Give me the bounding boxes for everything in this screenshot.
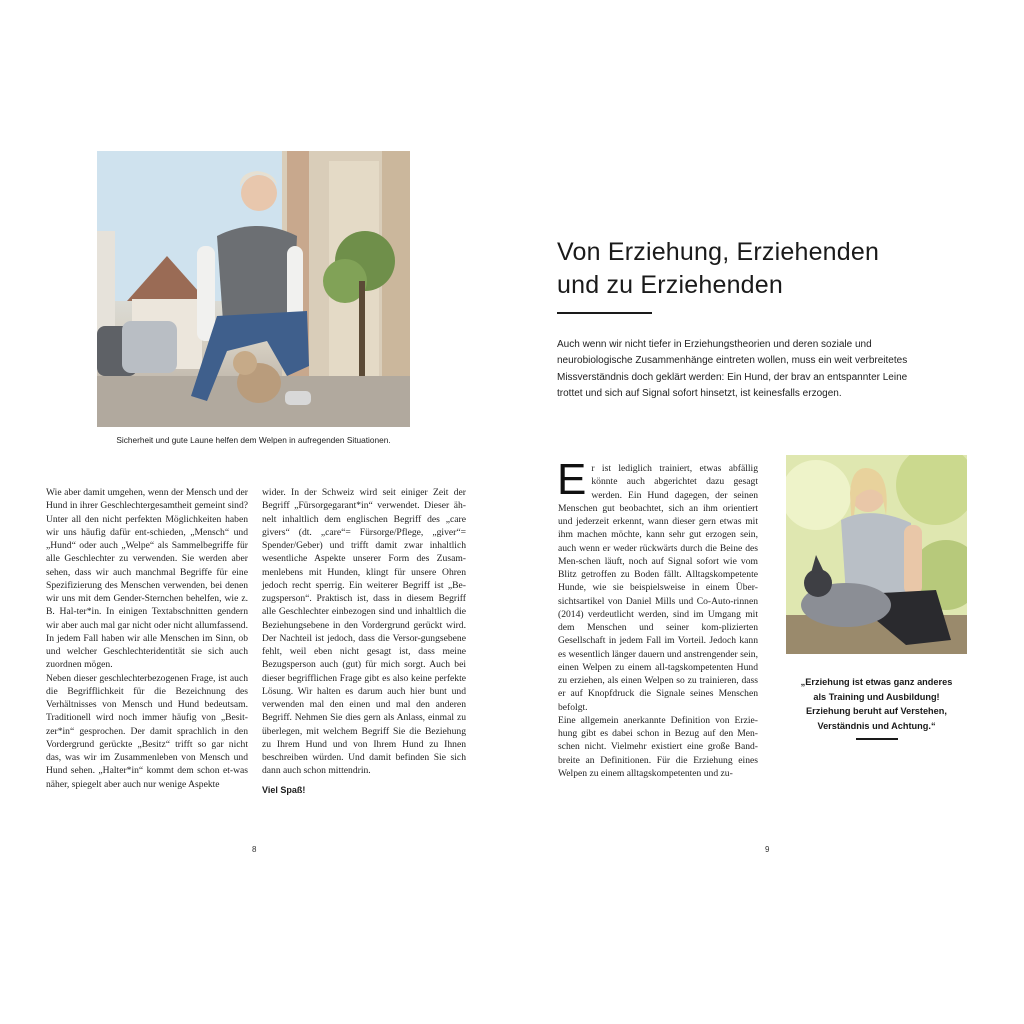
quote-line: „Erziehung ist etwas ganz anderes xyxy=(800,677,953,687)
headline-rule xyxy=(557,312,652,314)
quote-line: als Training und Ausbildung! xyxy=(813,691,940,702)
quote-line: Erziehung beruht auf Verstehen, xyxy=(806,706,947,717)
paragraph: wider. In der Schweiz wird seit einiger Zeit der Begriff „Fürsorgegarant*in“ verwendet. Dieser äh-nelt inhaltlich dem englischen Begriff des „care givers“ (dt. „care“= Fürsorge/Pflege, „giver“= Spender/Geber) und trifft damit zwar inhaltlich wesentliche Aspekte unserer Form des Zusam-menlebens mit Hunden, klingt für unsere Ohren jedoch recht sperrig. Ein weiterer Begriff ist „Be-zugsperson“. Praktisch ist, dass in diesem Begriff alle Geschlechter einbezogen sind und inhaltlich die Beziehungsebene in den Vordergrund gerückt wird. Der Nachteil ist jedoch, dass die Versor-gungsebene fehlt, weil eben nicht gesagt ist, dass meine Bezugsperson auch (gut) für mich sorgt. Auch bei dieser begrifflichen Frage gibt es also keine perfekte Lösung. Wir halten es darum auch hier bunt und verwenden mal den einen und mal den anderen Begriff. Nehmen Sie dies gern als Anlass, einmal zu überlegen, mit welchem Begriff Sie die Beziehung zu Ihrem Hund und von Ihrem Hund zu Ihnen beschreiben würden. Und damit befinden Sie sich dann auch schon mittendrin. xyxy=(262,487,466,777)
intro-line: neurobiologische Zusammenhänge eintreten wollen, muss ein weit verbreitetes xyxy=(557,355,908,367)
page-number-left: 8 xyxy=(252,845,257,854)
photo-woman-with-puppy xyxy=(97,151,410,427)
paragraph: Wie aber damit umgehen, wenn der Mensch und der Hund in ihrer Geschlechtergesamtheit gemeint sind? Unter all den nicht perfekten Möglichkeiten haben wir uns häufig dafür ent-schieden, „Mensch“ und „Hund“ oder auch „Welpe“ als Sammelbegriffe für alle Geschlechter zu verwenden. Sie werden aber sehen, dass wir auch manchmal Begriffe für eine Spezifizierung des Menschen verwenden, bei denen wir uns mit dem Gender-Sternchen behelfen, wie z. B. Hal-ter*in. In einigen Textabschnitten gendern wir aber auch mal gar nicht oder nicht allumfassend. In jedem Fall haben wir alle Menschen im Sinn, ob und welcher Geschlechteridentität sie sich auch zuordnen mögen. xyxy=(46,487,248,671)
intro-line: trottet und sich auf Signal sofort hinsetzt, ist keinesfalls erzogen. xyxy=(557,387,842,399)
pull-quote xyxy=(786,675,967,733)
intro-line: Auch wenn wir nicht tiefer in Erziehungstheorien und deren soziale und xyxy=(557,339,872,350)
body-column-2 xyxy=(262,486,466,797)
quote-line: Verständnis und Achtung.“ xyxy=(817,720,936,731)
paragraph: r ist lediglich trainiert, etwas abfällig könnte auch abgerichtet dazu gesagt werden. Ein Hund dagegen, der seinen Menschen gut beobachtet, sich an ihm orientiert und jederzeit erkennt, wann dieser gern etwas mit ihm machen möchte, kann sehr gut erzogen sein, auch wenn er weder rückwärts durch die Beine des Men-schen läuft, noch auf Signal sofort wie vom Blitz getroffen zu Boden fällt. Alltagskompetente Hunde, wie sie beispielsweise in einem Über-sichtsartikel von Daniel Mills und Co-Auto-rinnen (2014) verdeutlicht werden, sind im Umgang mit dem Menschen und seiner kom-plizierten Gesellschaft in jedem Fall im Vorteil. Jedoch kann es wesentlich länger dauern und anstrengender sein, einen Welpen zu einem all-tagskompetenten Hund zu erziehen, als einen Welpen so zu trainieren, dass er auf Knopfdruck die Signale seines Menschen befolgt. xyxy=(558,463,758,713)
quote-rule xyxy=(856,738,898,740)
photo-caption: Sicherheit und gute Laune helfen dem Welpen in aufregenden Situationen. xyxy=(116,435,391,445)
paragraph: Eine allgemein anerkannte Definition von Erzie-hung gibt es dabei schon in Bezug auf den Men-schen nicht. Vielmehr existiert eine große Band-breite an Definitionen. Für die Erziehung eines Welpen zu einem alltagskompetenten und zu- xyxy=(558,714,758,779)
signoff: Viel Spaß! xyxy=(262,784,306,795)
body-column-1 xyxy=(46,486,248,791)
drop-cap: E xyxy=(557,455,587,504)
body-column-3 xyxy=(557,455,758,780)
intro-paragraph xyxy=(557,337,952,402)
chapter-headline xyxy=(557,236,957,302)
page-number-right: 9 xyxy=(765,845,770,854)
headline-line: Von Erziehung, Erziehenden xyxy=(557,238,880,266)
intro-line: Missverständnis doch geklärt werden: Ein Hund, der brav an entspannter Leine xyxy=(557,371,908,383)
photo-woman-with-dog xyxy=(786,455,967,654)
paragraph: Neben dieser geschlechterbezogenen Frage, ist auch die Begrifflichkeit für die Bezeichnung des Verhältnisses von Mensch und Hund bedeutsam. Traditionell wird noch immer häufig von „Besit-zer*in“ gesprochen. Der damit sprachlich in den Vordergrund gerückte „Besitz“ trifft so gar nicht das, was wir im Zusammenleben von Mensch und Hund sehen. „Halter*in“ kommt dem schon et-was näher, spiegelt aber auch nur wenige Aspekte xyxy=(46,672,248,790)
headline-line: und zu Erziehenden xyxy=(557,271,783,299)
